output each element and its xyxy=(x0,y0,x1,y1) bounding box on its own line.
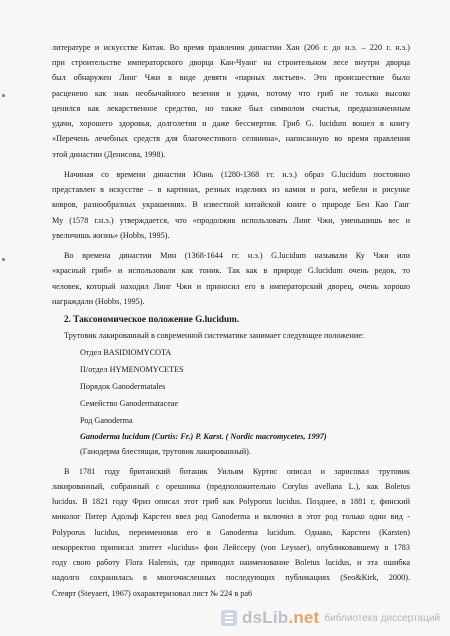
text-line: награждали (Hobbs, 1995). xyxy=(52,297,145,306)
watermark xyxy=(221,608,440,628)
text-line: году свою работу Flora Halensis, где приводил наименование Boletus lucidus, и эта ошибка xyxy=(52,558,410,567)
text-line: этой династии (Денисова, 1998). xyxy=(52,150,166,159)
scan-artifact xyxy=(2,94,5,97)
taxon-line: Отдел BASIDIOMYCOTA xyxy=(80,348,172,357)
watermark-tagline: библиотека диссертаций xyxy=(324,612,440,624)
text-line: человек, который находил Линг Чжи и приносил его в императорский дворец, очень хорошо xyxy=(52,282,410,291)
taxon-line: П/отдел HYMENOMYCETES xyxy=(80,365,184,374)
book-icon xyxy=(221,610,237,626)
text-line: литературе и искусстве Китая. Во время правления династии Хан (206 г. до н.э. – 220 г. н.э.) xyxy=(52,43,410,52)
text-line: Трутовик лакированный в современной систематике занимает следующее положение: xyxy=(64,331,365,340)
text-line: Во времена династии Мин (1368-1644 гг. н.э.) G.lucidum называли Ку Чжи или xyxy=(64,251,410,260)
text-line: «красный гриб» и использовали как тоник. Так как в природе G.lucidum очень редок, то xyxy=(52,266,410,275)
text-line: представлен в искусстве – в картинах, резных изделиях из камня и рога, мебели и рисунке xyxy=(52,185,410,194)
species-line: Ganoderma lucidum (Curtis: Fr.) P. Karst. ( Nordic macromycetes, 1997) xyxy=(80,432,327,441)
text-line: Начиная со времени династии Юань (1280-1368 гг. н.э.) образ G.lucidum постоянно xyxy=(64,170,410,179)
text-line: удачи, хорошего здоровья, долголетия и даже бессмертия. Гриб G. lucidum вошел в книгу xyxy=(52,119,410,128)
taxon-line: Порядок Ganodermatales xyxy=(80,382,166,391)
text-line: надолго сохранилась в многочисленных последующих публикациях (Seo&Kirk, 2000). xyxy=(52,573,410,582)
text-line: был обнаружен Линг Чжи в виде девяти «парных листьев». Это происшествие было xyxy=(52,73,410,82)
taxon-line: Род Ganoderma xyxy=(80,416,133,425)
taxon-line: Семейство Ganodermataceae xyxy=(80,399,179,408)
text-line: расценено как знак необычайного везения и удачи, потому что гриб не только высоко xyxy=(52,89,410,98)
text-line: некорректно приписал эпитет «lucidus» фон Лейссеру (von Leysser), опубликовавшему в 1783 xyxy=(52,543,410,552)
section-heading: 2. Таксономическое положение G.lucidum. xyxy=(64,314,240,324)
scan-artifact xyxy=(2,258,5,261)
text-line: миколог Питер Адольф Карстен ввел род Ganoderma и включил в этот род только один вид - xyxy=(52,512,410,521)
text-line: лакированный, собранный с орешника (предположительно Corylus avellana L.), как Boletus xyxy=(52,482,410,491)
text-line: ковров, разнообразных украшениях. В известной китайской книге о природе Бен Као Ганг xyxy=(52,200,410,209)
text-line: увеличишь жизнь» (Hobbs, 1995). xyxy=(52,231,170,240)
text-line: «Перечень лечебных средств для благочестивого селянина», написанную во время правления xyxy=(52,134,410,143)
text-line: при строительстве императорского дворца Кан-Чуанг на строительном лесе внутри дворца xyxy=(52,58,410,67)
text-line: В 1781 году британский ботаник Уильям Куртис описал и зарисовал трутовик xyxy=(64,467,410,476)
text-line: Стеярт (Steyaert, 1967) охарактеризовал лист № 224 в ра6 xyxy=(52,589,253,598)
text-line: Polyporus lucidus, переименовав его в Ganoderma lucidum. Однако, Карстен (Karsten) xyxy=(52,528,410,537)
text-line: ценился как лекарственное средство, но также был символом счастья, предназначенным xyxy=(52,104,410,113)
text-line: Му (1578 г.н.э.) утверждается, что «продолжив использовать Линг Чжи, уменьшишь вес и xyxy=(52,216,410,225)
text-line: lucidus. В 1821 году Фриз описал этот гриб как Polyporus lucidus. Позднее, в 1881 г, финский xyxy=(52,497,410,506)
text-line: (Ганодерма блестящая, трутовик лакированный). xyxy=(80,447,251,456)
watermark-logo: dsLib.net xyxy=(242,608,320,627)
